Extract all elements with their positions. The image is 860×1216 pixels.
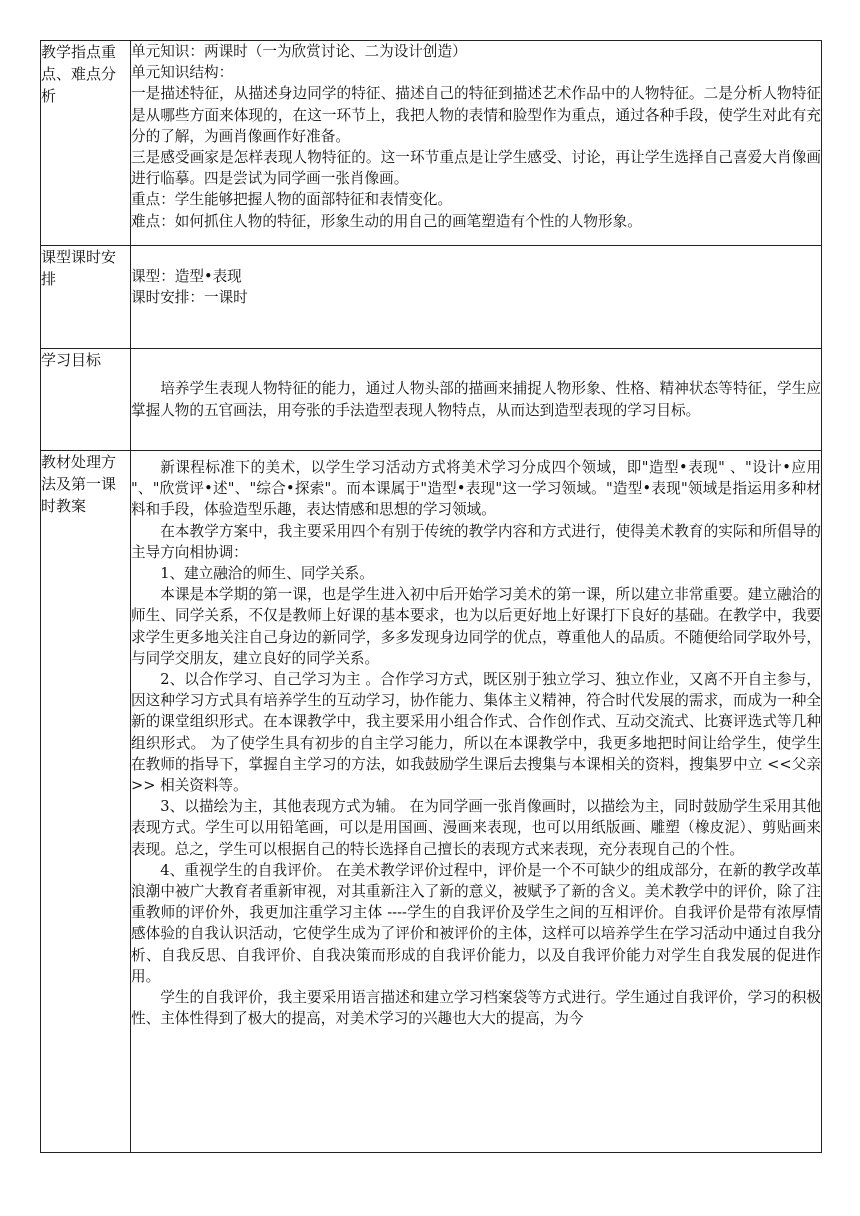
paragraph: 3、以描绘为主，其他表现方式为辅。 在为同学画一张肖像画时，以描绘为主，同时鼓励学生采用其他表现方式。学生可以用铅笔画，可以是用国画、漫画来表现，也可以用纸版画、雕塑（橡皮泥）、剪贴画来表现。总之，学生可以根据自己的特长选择自己擅长的表现方式来表现，充分表现自己的个性。 bbox=[131, 798, 821, 858]
paragraph: 1、建立融洽的师生、同学关系。 bbox=[160, 565, 374, 583]
row-content bbox=[131, 451, 822, 1153]
table-row bbox=[41, 349, 822, 451]
text-line: 单元知识：两课时（一为欣赏讨论、二为设计创造） bbox=[131, 43, 467, 60]
row-content bbox=[131, 349, 822, 451]
paragraph: 2、以合作学习、自己学习为主 。合作学习方式，既区别于独立学习、独立作业，又离不开自主参与，因这种学习方式具有培养学生的互动学习，协作能力、集体主义精神，符合时代发展的需求，而成为一种全新的课堂组织形式。在本课教学中，我主要采用小组合作式、合作创作式、互动交流式、比赛评选式等几种组织形式。 为了使学生具有初步的自主学习能力，所以在本课教学中，我更多地把时间让给学生，使学生在教师的指导下，掌握自主学习的方法，如我鼓励学生课后去搜集与本课相关的资料，搜集罗中立 <<父亲>> 相关资料等。 bbox=[131, 671, 821, 795]
text-line: 课型：造型•表现 bbox=[131, 268, 242, 285]
paragraph: 4、重视学生的自我评价。 在美术教学评价过程中，评价是一个不可缺少的组成部分，在新的教学改革浪潮中被广大教育者重新审视，对其重新注入了新的意义，被赋予了新的含义。美术教学中的评价，除了注重教师的评价外，我更加注重学习主体 ----学生的自我评价及学生之间的互相评价。自我评价是带有浓厚情感体验的自我认识活动，它使学生成为了评价和被评价的主体，这样可以培养学生在学习活动中通过自我分析、自我反思、自我评价、自我决策而形成的自我评价能力，以及自我评价能力对学生自我发展的促进作用。 bbox=[131, 861, 821, 985]
text-line: 一是描述特征，从描述身边同学的特征、描述自己的特征到描述艺术作品中的人物特征。二是分析人物特征是从哪些方面来体现的，在这一环节上，我把人物的表情和脸型作为重点，通过各种手段，使学生对此有充分的了解，为画肖像画作好准备。 bbox=[131, 85, 821, 145]
lesson-plan-table bbox=[40, 40, 822, 1153]
text-line: 三是感受画家是怎样表现人物特征的。这一环节重点是让学生感受、讨论，再让学生选择自己喜爱大肖像画进行临摹。四是尝试为同学画一张肖像画。 bbox=[131, 149, 821, 188]
row-label: 课型课时安排 bbox=[41, 246, 131, 349]
paragraph: 在本教学方案中，我主要采用四个有别于传统的教学内容和方式进行，使得美术教育的实际和所倡导的主导方向相协调： bbox=[131, 522, 821, 561]
table-row bbox=[41, 451, 822, 1153]
text-line: 单元知识结构： bbox=[131, 64, 234, 82]
paragraph: 学生的自我评价，我主要采用语言描述和建立学习档案袋等方式进行。学生通过自我评价，学习的积极性、主体性得到了极大的提高，对美术学习的兴趣也大大的提高，为今 bbox=[131, 989, 821, 1028]
row-label: 教材处理方法及第一课时教案 bbox=[41, 451, 131, 1153]
paragraph: 本课是本学期的第一课，也是学生进入初中后开始学习美术的第一课，所以建立非常重要。建立融洽的师生、同学关系，不仅是教师上好课的基本要求，也为以后更好地上好课打下良好的基础。在教学中，我要求学生更多地关注自己身边的新同学，多多发现身边同学的优点，尊重他人的品质。不随便给同学取外号，与同学交朋友，建立良好的同学关系。 bbox=[131, 586, 821, 667]
row-content bbox=[131, 246, 822, 349]
paragraph: 新课程标准下的美术，以学生学习活动方式将美术学习分成四个领域，即"造型•表现" 、"设计•应用 "、"欣赏评•述"、"综合•探索"。而本课属于"造型•表现"这一学习领域。"造型•表现"领域是指运用多种材料和手段，体验造型乐趣，表达情感和思想的学习领域。 bbox=[131, 459, 821, 519]
text-line: 难点：如何抓住人物的特征，形象生动的用自己的画笔塑造有个性的人物形象。 bbox=[131, 212, 642, 230]
table-row bbox=[41, 246, 822, 349]
paragraph: 培养学生表现人物特征的能力，通过人物头部的描画来捕捉人物形象、性格、精神状态等特征，学生应掌握人物的五官画法，用夸张的手法造型表现人物特点，从而达到造型表现的学习目标。 bbox=[131, 380, 821, 419]
row-label: 学习目标 bbox=[41, 349, 131, 451]
text-line: 重点：学生能够把握人物的面部特征和表情变化。 bbox=[131, 191, 453, 209]
text-line: 课时安排：一课时 bbox=[131, 289, 248, 307]
table-row bbox=[41, 41, 822, 246]
row-label: 教学指点重点、难点分析 bbox=[41, 41, 131, 246]
row-content bbox=[131, 41, 822, 246]
